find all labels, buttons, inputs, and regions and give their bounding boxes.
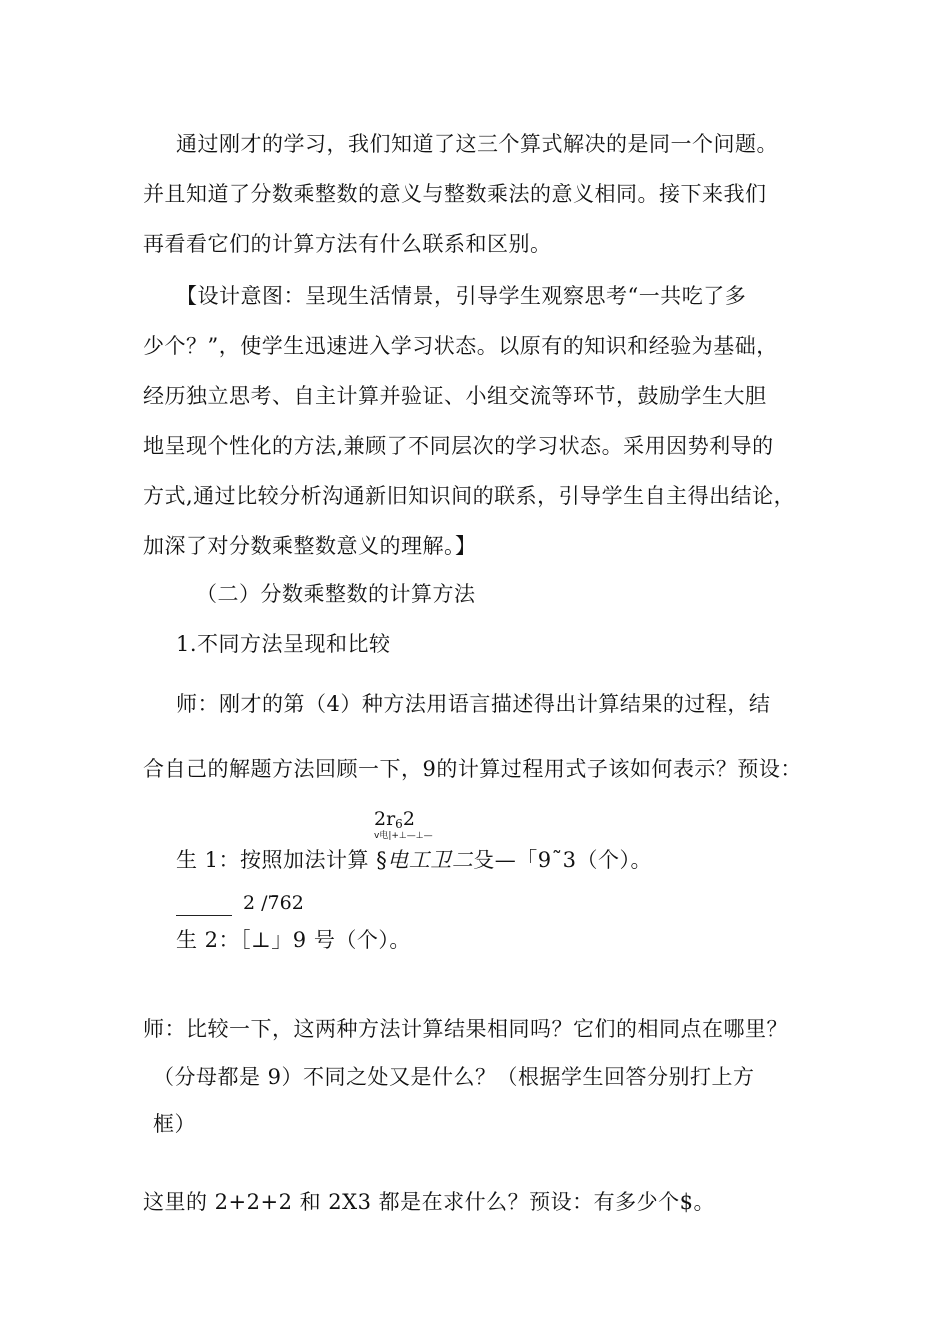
section-heading: （二）分数乘整数的计算方法 bbox=[196, 582, 476, 606]
fraction-numerator: 2 /7̄62 bbox=[243, 892, 304, 914]
design-intent-line: 经历独立思考、自主计算并验证、小组交流等环节，鼓励学生大胆 bbox=[143, 384, 767, 408]
teacher-line: 框） bbox=[153, 1112, 196, 1136]
design-intent-line: 地呈现个性化的方法,兼顾了不同层次的学习状态。采用因势利导的 bbox=[143, 434, 774, 458]
design-intent-line: 方式,通过比较分析沟通新旧知识间的联系，引导学生自主得出结论， bbox=[143, 484, 796, 508]
design-intent-line: 加深了对分数乘整数意义的理解。】 bbox=[143, 534, 477, 558]
teacher-line: （分母都是 9）不同之处又是什么？（根据学生回答分别打上方 bbox=[153, 1065, 755, 1089]
student-2-line: 生 2：［⊥」9 号（个）。 bbox=[176, 928, 411, 952]
fraction-bar bbox=[176, 915, 232, 916]
subsection-heading: 1.不同方法呈现和比较 bbox=[176, 632, 391, 656]
design-intent-line: 【设计意图：呈现生活情景，引导学生观察思考“一共吃了多 bbox=[176, 284, 747, 308]
paragraph-line: 通过刚才的学习，我们知道了这三个算式解决的是同一个问题。 bbox=[176, 132, 778, 156]
teacher-line: 师：刚才的第（4）种方法用语言描述得出计算结果的过程，结 bbox=[176, 692, 771, 716]
fraction-bar-text: v电|+⊥—⊥— bbox=[374, 831, 433, 841]
question-line: 这里的 2+2+2 和 2X3 都是在求什么？预设：有多少个$。 bbox=[143, 1190, 716, 1214]
teacher-line: 合自己的解题方法回顾一下，9的计算过程用式子该如何表示？预设： bbox=[143, 757, 802, 781]
paragraph-line: 并且知道了分数乘整数的意义与整数乘法的意义相同。接下来我们 bbox=[143, 182, 767, 206]
paragraph-line: 再看看它们的计算方法有什么联系和区别。 bbox=[143, 232, 552, 256]
teacher-line: 师：比较一下，这两种方法计算结果相同吗？它们的相同点在哪里？ bbox=[143, 1017, 788, 1041]
design-intent-line: 少个？”，使学生迅速进入学习状态。以原有的知识和经验为基础， bbox=[143, 334, 778, 358]
student-1-line: 生 1：按照加法计算 §电工卫二殳—「9˜3（个）。 bbox=[176, 848, 652, 872]
fraction-numerator: $2r_62$ bbox=[374, 808, 415, 831]
